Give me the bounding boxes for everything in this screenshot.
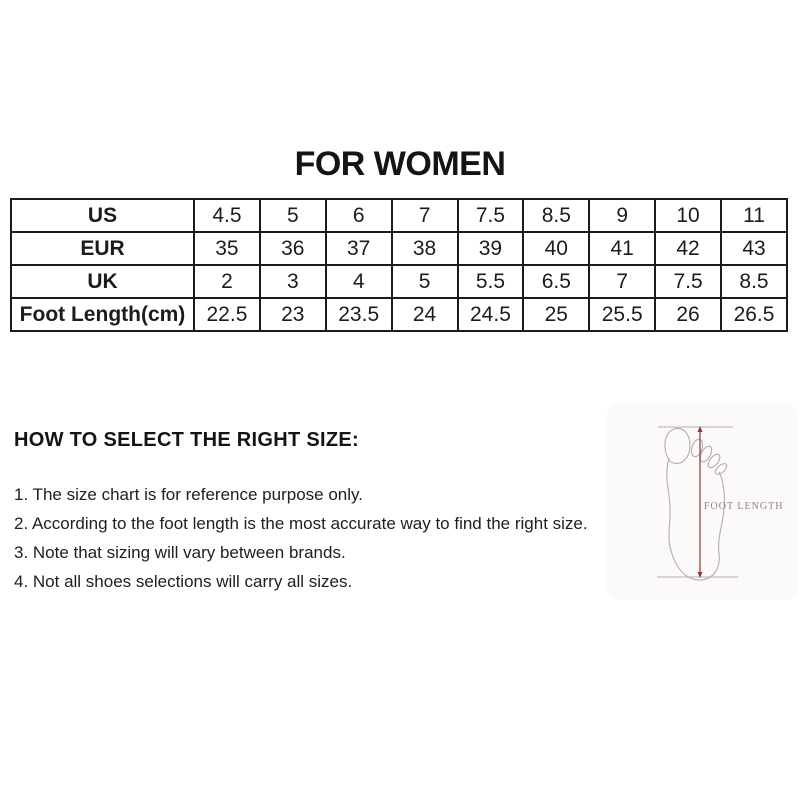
row-label: Foot Length(cm)	[11, 298, 194, 331]
page-title: FOR WOMEN	[294, 145, 506, 183]
size-cell: 42	[655, 232, 721, 265]
size-cell: 40	[523, 232, 589, 265]
size-cell: 3	[260, 265, 326, 298]
guide-item: 4. Not all shoes selections will carry all sizes.	[14, 572, 353, 591]
size-cell: 41	[589, 232, 655, 265]
table-row	[11, 298, 787, 331]
size-table-body	[11, 199, 787, 331]
guide-list	[14, 480, 588, 596]
table-row	[11, 265, 787, 298]
size-cell: 38	[392, 232, 458, 265]
size-cell: 39	[458, 232, 524, 265]
size-cell: 25	[523, 298, 589, 331]
size-cell: 24	[392, 298, 458, 331]
size-cell: 26	[655, 298, 721, 331]
size-cell: 6	[326, 199, 392, 232]
size-cell: 6.5	[523, 265, 589, 298]
size-cell: 26.5	[721, 298, 787, 331]
foot-outline-icon	[607, 403, 797, 600]
size-cell: 11	[721, 199, 787, 232]
size-cell: 22.5	[194, 298, 260, 331]
guide-item: 2. According to the foot length is the most accurate way to find the right size.	[14, 514, 588, 533]
size-cell: 23.5	[326, 298, 392, 331]
guide-item: 1. The size chart is for reference purpose only.	[14, 485, 363, 504]
foot-length-label: FOOT LENGTH	[704, 501, 784, 512]
size-cell: 36	[260, 232, 326, 265]
size-cell: 5	[260, 199, 326, 232]
guide-item: 3. Note that sizing will vary between brands.	[14, 543, 346, 562]
size-cell: 7	[392, 199, 458, 232]
foot-measure-illustration	[607, 403, 797, 600]
size-cell: 7.5	[458, 199, 524, 232]
row-label: EUR	[11, 232, 194, 265]
size-cell: 4.5	[194, 199, 260, 232]
size-cell: 10	[655, 199, 721, 232]
size-cell: 2	[194, 265, 260, 298]
size-table	[10, 198, 788, 332]
size-cell: 7.5	[655, 265, 721, 298]
size-cell: 4	[326, 265, 392, 298]
size-cell: 5	[392, 265, 458, 298]
toe-loop	[706, 452, 722, 470]
size-cell: 7	[589, 265, 655, 298]
size-cell: 35	[194, 232, 260, 265]
size-cell: 37	[326, 232, 392, 265]
size-cell: 5.5	[458, 265, 524, 298]
table-row	[11, 199, 787, 232]
guide-heading: HOW TO SELECT THE RIGHT SIZE:	[14, 429, 359, 451]
toe-loop	[713, 462, 728, 477]
size-cell: 43	[721, 232, 787, 265]
size-cell: 25.5	[589, 298, 655, 331]
toe-loop	[689, 438, 704, 458]
row-label: UK	[11, 265, 194, 298]
row-label: US	[11, 199, 194, 232]
size-cell: 24.5	[458, 298, 524, 331]
table-row	[11, 232, 787, 265]
size-cell: 8.5	[523, 199, 589, 232]
foot-sole-outline	[667, 458, 725, 580]
size-cell: 23	[260, 298, 326, 331]
size-cell: 8.5	[721, 265, 787, 298]
size-cell: 9	[589, 199, 655, 232]
